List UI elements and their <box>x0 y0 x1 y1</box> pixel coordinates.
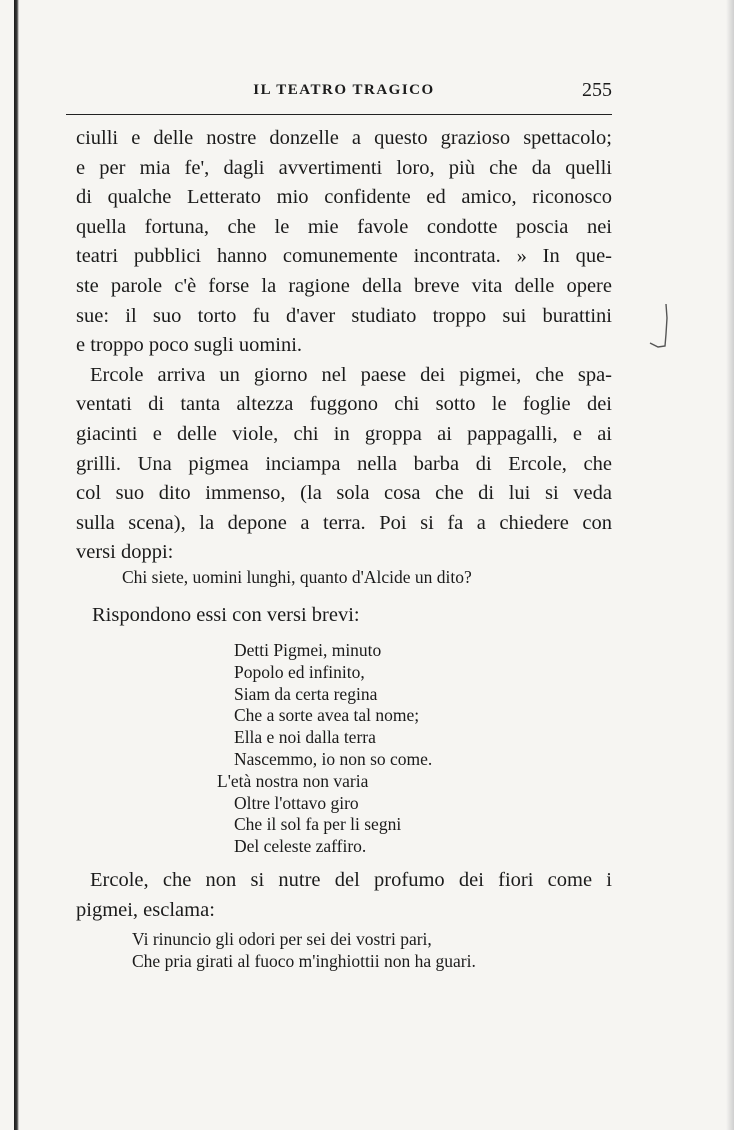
text-line: e troppo poco sugli uomini. <box>76 334 303 357</box>
text-line: sulla scena), la depone a terra. Poi si fa a chiedere con <box>76 511 612 534</box>
page-spine-shadow <box>14 0 19 1130</box>
verse-line: Siam da certa regina <box>234 683 378 704</box>
verse-line: L'età nostra non varia <box>217 770 369 791</box>
text-line: grilli. Una pigmea inciampa nella barba di Ercole, che <box>76 452 612 475</box>
page-number: 255 <box>582 79 612 101</box>
text-line: Ercole, che non si nutre del profumo dei fiori come i <box>90 869 612 891</box>
text-line: e per mia fe', dagli avvertimenti loro, più che da quelli <box>76 156 612 179</box>
text-line: ciulli e delle nostre donzelle a questo grazioso spettacolo; <box>76 127 612 149</box>
verse-line: Detti Pigmei, minuto <box>234 640 382 660</box>
verse-line: Che il sol fa per li segni <box>234 814 402 835</box>
paragraph-ercole <box>76 866 612 925</box>
pencil-margin-mark-icon <box>640 300 680 360</box>
running-title: IL TEATRO TRAGICO <box>253 82 435 98</box>
verse-line: Nascemmo, io non so come. <box>234 748 433 769</box>
verse-line: Ella e noi dalla terra <box>234 727 376 748</box>
text-line: di qualche Letterato mio confidente ed amico, riconosco <box>76 186 612 209</box>
text-line: col suo dito immenso, (la sola cosa che di lui si veda <box>76 482 612 505</box>
page-header <box>76 79 612 110</box>
verse-line: Vi rinuncio gli odori per sei dei vostri pari, <box>132 929 432 949</box>
verse-line: Che a sorte avea tal nome; <box>234 705 420 726</box>
text-line: quella fortuna, che le mie favole condotte poscia nei <box>76 215 612 238</box>
text-line: teatri pubblici hanno comunemente incontrata. » In que- <box>76 245 612 268</box>
verse-line: Del celeste zaffiro. <box>234 836 367 857</box>
reply-line: Rispondono essi con versi brevi: <box>92 604 360 626</box>
text-line: ste parole c'è forse la ragione della breve vita delle opere <box>76 274 612 297</box>
page-edge-shadow <box>726 0 734 1130</box>
header-rule <box>66 114 612 115</box>
text-line: giacinti e delle viole, chi in groppa ai pappagalli, e ai <box>76 422 612 445</box>
verse-question: Chi siete, uomini lunghi, quanto d'Alcide un dito? <box>122 567 472 587</box>
text-line: Ercole arriva un giorno nel paese dei pigmei, che spa- <box>90 363 612 386</box>
verse-line: Oltre l'ottavo giro <box>234 792 359 813</box>
text-line: sue: il suo torto fu d'aver studiato troppo sui burattini <box>76 304 612 327</box>
verse-stanza <box>217 640 433 858</box>
text-line: versi doppi: <box>76 541 174 564</box>
verse-line: Popolo ed infinito, <box>234 661 365 682</box>
main-text <box>76 124 612 568</box>
verse-line: Che pria girati al fuoco m'inghiottii non ha guari. <box>132 950 476 971</box>
verse-couplet <box>132 929 476 973</box>
text-line: pigmei, esclama: <box>76 898 215 921</box>
text-line: ventati di tanta altezza fuggono chi sotto le foglie dei <box>76 393 612 416</box>
